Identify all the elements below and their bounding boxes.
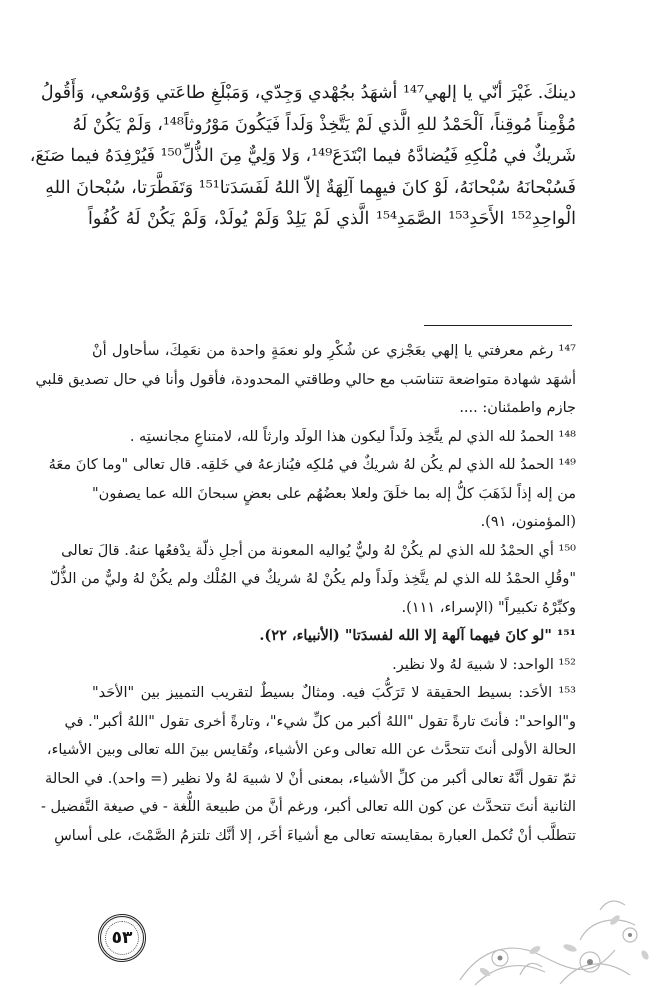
footnote-line: ¹⁵² الواحد: لا شبيهَ لهُ ولا نظير. [392, 656, 576, 673]
footnote-line: (المؤمنون، ٩١). [480, 514, 576, 530]
footnote-line: الحالة الأولى أنتَ تتحدَّث عن الله تعالى وعن الأشياء، وتُقايس بينَ الله تعالى وبين الأشياء، [46, 742, 576, 758]
footnote-line: ¹⁴⁷ رغم معرفتي يا إلهي بعَجْزي عن شُكْرِ ولو نعمَةٍ واحدة من نعَمِكَ، سأحاول أنْ [92, 343, 576, 359]
footnote-line: أشهَد شهادة متواضعة تتناسَب مع حالي وطاقتي المحدودة، فأقول وأنا في حال تصديق قلبي [35, 371, 576, 388]
footnote-line: ¹⁴⁸ الحمدُ لله الذي لم يتَّخِذ ولَداً ليكون هذا الولَد وارثاً لله، لامتناعِ مجانستِه . [129, 428, 576, 445]
footnote-150 [49, 537, 576, 623]
footnotes-section [35, 337, 576, 850]
page-number-badge [98, 914, 146, 962]
footnote-line: تتطلَّب أنْ تُكمل العبارة بمقايسته تعالى مع أشياءَ أخَر، إلا أنَّك تلتزمُ الصَّمْتَ، على أساسِ [54, 827, 576, 844]
footnote-line: وكبِّرْهُ تكبيراً" (الإسراء، ١١١). [401, 599, 576, 616]
footnote-line: ثمّ تقول أنَّهُ تعالى أكبر من كلِّ الأشياء، بمعنى أنْ لا شبيهَ لهُ ولا نظير (= واحد). في الحالة [45, 770, 576, 787]
footnote-line: ¹⁵⁰ أي الحمْدُ لله الذي لم يكُنْ لهُ وليٌّ يُواليه المعونة من أجلِ ذلّة يدْفعُها عنهُ. قالَ تعالى [61, 542, 576, 559]
footnote-line: ¹⁵¹ "لو كانَ فيهما آلهة إلا الله لفسدَتا" (الأنبياء، ٢٢). [259, 627, 576, 644]
footnote-line: و"الواحد": فأنتَ تارةً تقول "اللهُ أكبر من كلِّ شيء"، وتارةً أخرى تقول "اللهُ أكبر". في [64, 713, 576, 730]
footnote-149 [48, 451, 576, 537]
main-text-line-2: مُؤْمِناً مُوقِناً، اَلْحَمْدُ للهِ الَّذي لَمْ يَتَّخِذْ وَلَداً فَيَكُونَ مَوْرُوثاً¹⁴⁸، وَلَمْ يَكُنْ لَهُ [72, 114, 576, 135]
footnote-148 [92, 423, 576, 452]
main-prayer-text [29, 78, 576, 236]
footnote-line: الثانية أنتَ تتحدَّث عن كون الله تعالى أكبر، ورغم أنَّ من طبيعة اللُّغة - في صيغة التَّفضيل - [41, 799, 576, 815]
footnote-line: ¹⁴⁹ الحمدُ لله الذي لم يكُن لهُ شريكٌ في مُلكِه فيُنازعهُ في خَلقِه. قال تعالى "وما كانَ معَهُ [48, 457, 576, 473]
footnote-separator [424, 325, 572, 326]
footnote-line: جازم واطمئنان: .... [459, 400, 576, 416]
main-text-line-3: شَريكٌ في مُلْكِهِ فَيُضادَّهُ فيما ابْتَدَعَ¹⁴⁹، وَلا وَلِيٌّ مِنَ الذُّلِّ¹⁵⁰ فَيُرْفِدَهُ فيما صَنَعَ، [29, 146, 576, 166]
main-text-line-1: دينكَ. غَيْرَ أنّي يا إلهي¹⁴⁷ أشهَدُ بجُهْدي وَجِدّي، وَمَبْلَغِ طاعَتي وَوُسْعي، وَأَقُولُ [40, 83, 576, 103]
footnote-line: من إله إذاً لذَهَبَ كلُّ إله بما خلَقَ ولعلا بعضُهُم على بعضٍ سبحانَ الله عما يصفون" [92, 485, 576, 502]
main-text-line-4: فَسُبْحانَهُ سُبْحانَهُ، لَوْ كانَ فيهِما آلِهَةٌ إلاّ اللهُ لَفَسَدَتا¹⁵¹ وَتَفَطَّرَتا، سُبْحانَ اللهِ [45, 177, 576, 198]
floral-ornament-icon [440, 880, 660, 987]
footnote-153 [41, 679, 576, 850]
footnote-line: "وقُلِ الحمْدُ لله الذي لم يتَّخِذ ولَداً ولم يكُنْ لهُ شريكٌ في المُلْك ولم يكُنْ لهُ وليٌّ من الذُّلّ [49, 571, 576, 587]
footnote-147 [35, 337, 576, 423]
footnote-line: ¹⁵³ الأحَد: بسيط الحقيقة لا تَرَكُّبَ فيه. ومثالٌ بسيطٌ لتقريب التمييز بين "الأحَد" [92, 685, 576, 701]
page-number: ٥٣ [111, 928, 133, 948]
footnote-151 [92, 622, 576, 651]
footnote-152 [92, 651, 576, 680]
main-text-line-5: الْواحِدِ¹⁵² الأَحَدِ¹⁵³ الصَّمَدِ¹⁵⁴ الَّذي لَمْ يَلِدْ وَلَمْ يُولَدْ، وَلَمْ يَكُنْ لَهُ كُفُواً [88, 209, 576, 229]
